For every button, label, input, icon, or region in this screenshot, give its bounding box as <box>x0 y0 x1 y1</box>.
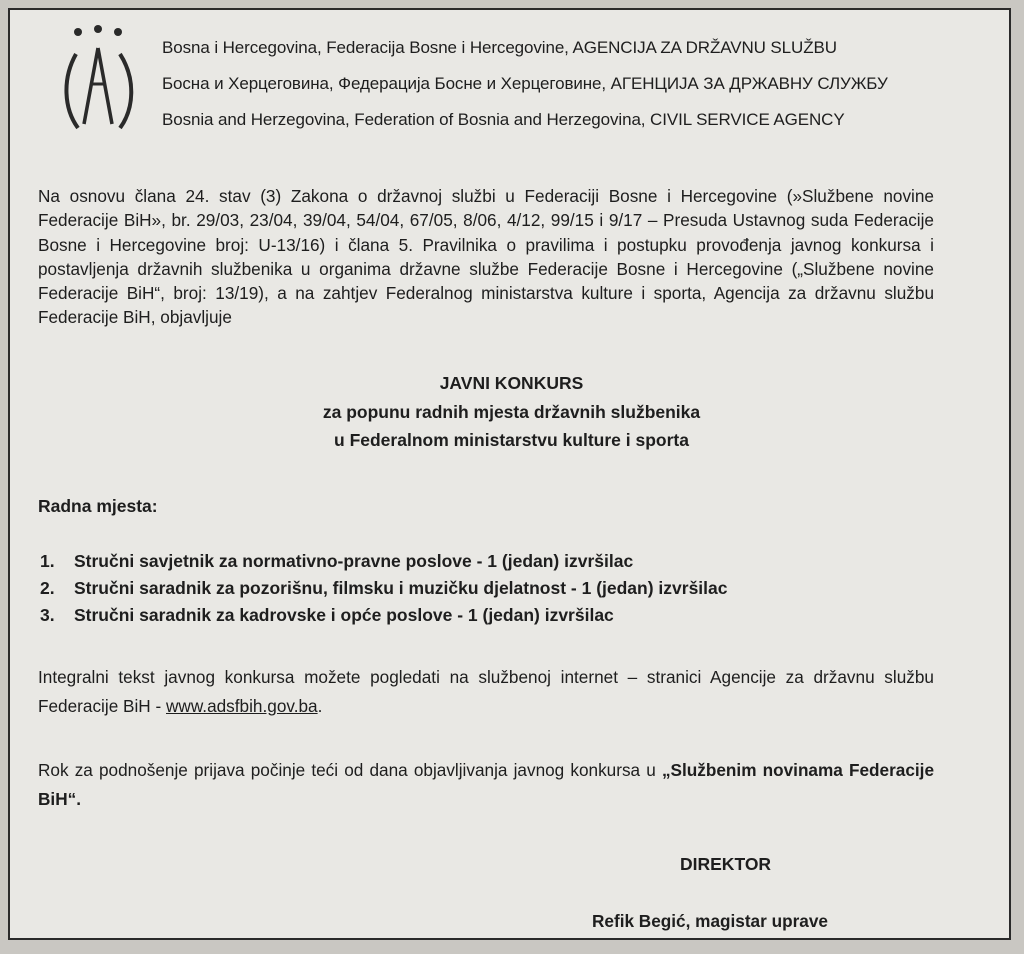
intro-paragraph: Na osnovu člana 24. stav (3) Zakona o državnoj službi u Federaciji Bosne i Hercegovine (»Službene novine Federacije BiH», br. 29/03, 23/04, 39/04, 54/04, 67/05, 8/06, 4/12, 99/15 i 9/17 – Presuda Ustavnog suda Federacije Bosne i Hercegovine broj: U-13/16) i člana 5. Pravilnika o pravilima i postupku provođenja javnog konkursa i postavljenja državnih službenika u organima državne službe Federacije Bosne i Hercegovine („Službene novine Federacije BiH“, broj: 13/19), a na zahtjev Federalnog ministarstva kulture i sporta, Agencija za državnu službu Federacije BiH, objavljuje <box>38 186 934 328</box>
signature-role: DIREKTOR <box>680 854 772 874</box>
notice-frame <box>8 8 1011 940</box>
signature-name: Refik Begić, magistar uprave <box>592 911 828 931</box>
integral-text-paragraph: Integralni tekst javnog konkursa možete pogledati na službenoj internet – stranici Agencije za državnu službu Federacije BiH - www.adsfbih.gov.ba. <box>38 667 934 716</box>
notice-subtitle-1: za popunu radnih mjesta državnih službenika <box>322 402 701 422</box>
list-item: 2. Stručni saradnik za pozorišnu, filmsku i muzičku djelatnost - 1 (jedan) izvršilac <box>40 578 728 598</box>
notice-title: JAVNI KONKURS <box>439 373 584 393</box>
header-line-cyrillic: Босна и Херцеговина, Федерација Босне и Херцеговине, АГЕНЦИЈА ЗА ДРЖАВНУ СЛУЖБУ <box>162 74 888 93</box>
header-line-english: Bosnia and Herzegovina, Federation of Bosnia and Herzegovina, CIVIL SERVICE AGENCY <box>162 110 845 129</box>
header-line-latin: Bosna i Hercegovina, Federacija Bosne i Hercegovine, AGENCIJA ZA DRŽAVNU SLUŽBU <box>162 38 837 57</box>
list-item: 3. Stručni saradnik za kadrovske i opće poslove - 1 (jedan) izvršilac <box>40 605 614 625</box>
positions-list <box>40 551 728 632</box>
agency-logo-icon <box>54 24 144 140</box>
positions-heading: Radna mjesta: <box>38 496 158 516</box>
list-item: 1. Stručni savjetnik za normativno-pravne poslove - 1 (jedan) izvršilac <box>40 551 634 571</box>
notice-subtitle-2: u Federalnom ministarstvu kulture i sporta <box>334 430 689 450</box>
agency-website-link[interactable]: www.adsfbih.gov.ba <box>166 696 318 716</box>
deadline-paragraph: Rok za podnošenje prijava počinje teći od dana objavljivanja javnog konkursa u „Službenim novinama Federacije BiH“. <box>38 760 934 809</box>
